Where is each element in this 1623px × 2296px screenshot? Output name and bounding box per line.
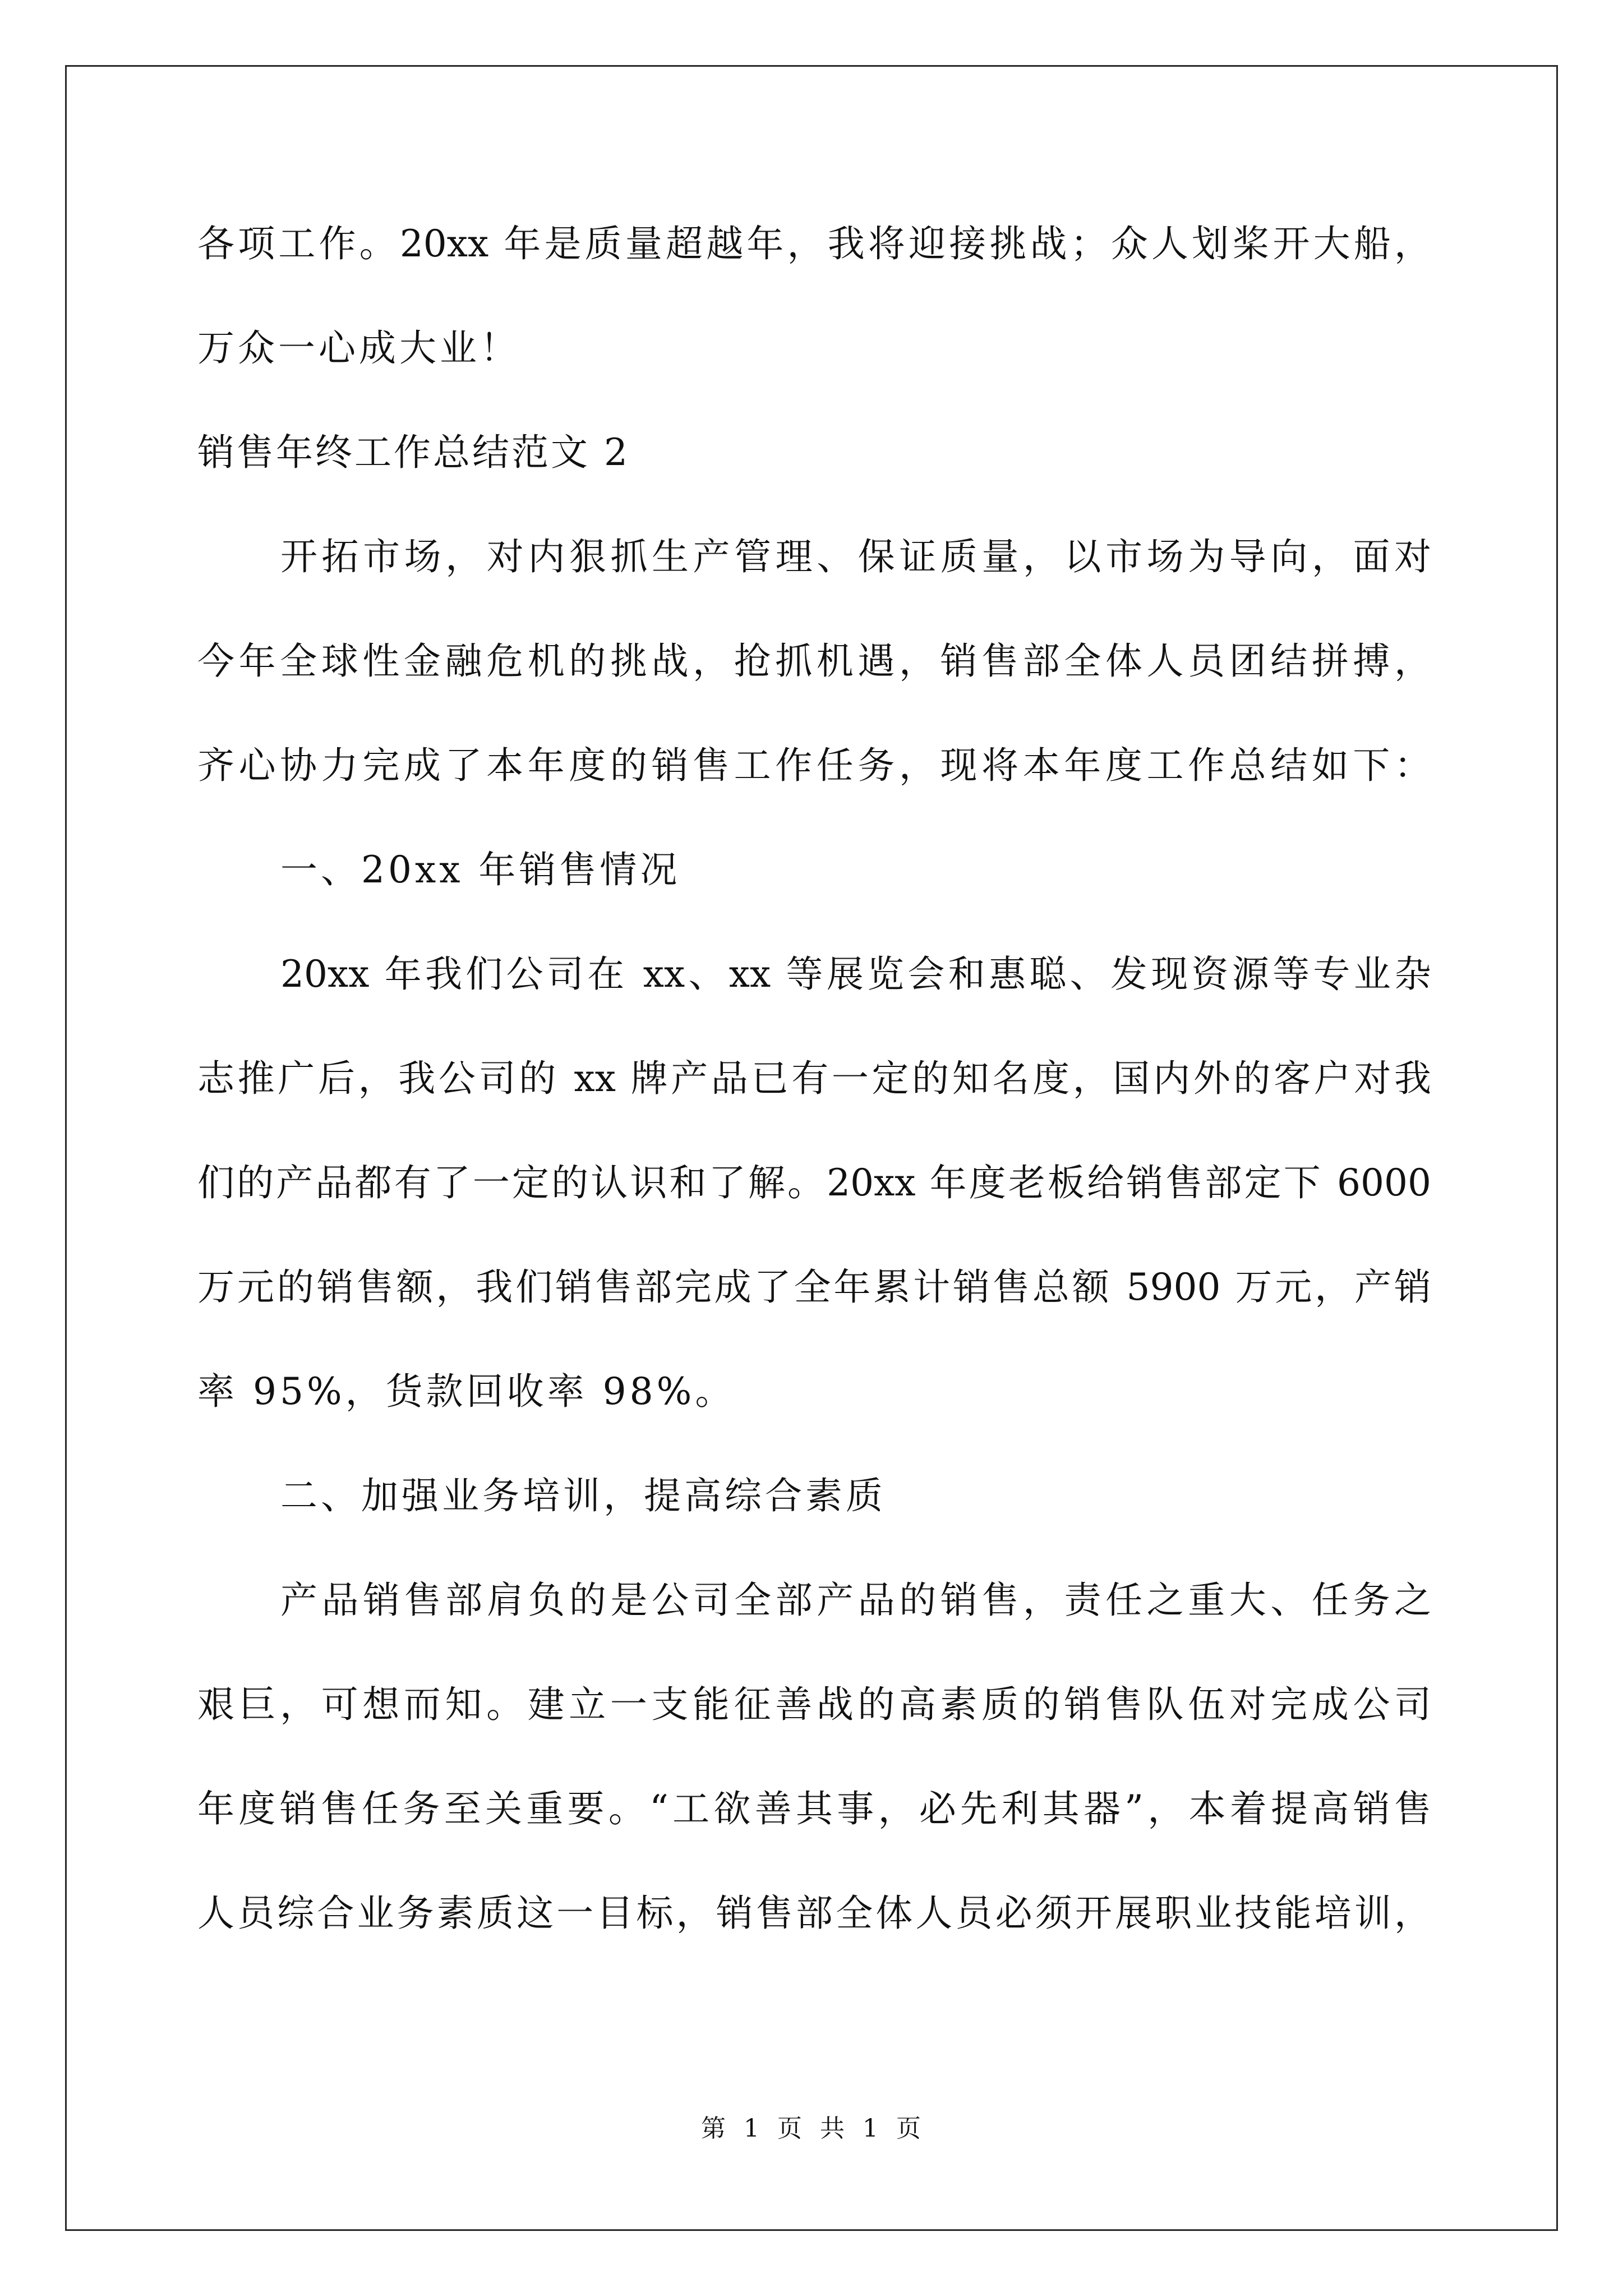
paragraph-line: 志推广后，我公司的 xx 牌产品已有一定的知名度，国内外的客户对我 [197,1057,1431,1100]
subheading: 二、加强业务培训，提高综合素质 [280,1474,886,1517]
paragraph-line: 齐心协力完成了本年度的销售工作任务，现将本年度工作总结如下： [197,744,1431,787]
paragraph-line: 艰巨，可想而知。建立一支能征善战的高素质的销售队伍对完成公司 [197,1683,1431,1726]
paragraph-line: 万众一心成大业！ [197,326,520,370]
paragraph-line: 们的产品都有了一定的认识和了解。20xx 年度老板给销售部定下 6000 [197,1161,1431,1204]
paragraph-line: 年度销售任务至关重要。“工欲善其事，必先利其器”，本着提高销售 [197,1787,1431,1830]
section-title: 销售年终工作总结范文 2 [197,431,630,474]
paragraph-line: 人员综合业务素质这一目标，销售部全体人员必须开展职业技能培训， [197,1892,1431,1935]
paragraph-line: 开拓市场，对内狠抓生产管理、保证质量，以市场为导向，面对 [280,535,1431,578]
paragraph-line: 万元的销售额，我们销售部完成了全年累计销售总额 5900 万元，产销 [197,1266,1431,1309]
page-footer: 第 1 页 共 1 页 [701,2114,922,2143]
paragraph-line: 率 95%，货款回收率 98%。 [197,1370,736,1413]
subheading: 一、20xx 年销售情况 [280,848,681,891]
paragraph-line: 20xx 年我们公司在 xx、xx 等展览会和惠聪、发现资源等专业杂 [280,953,1431,996]
paragraph-line: 各项工作。20xx 年是质量超越年，我将迎接挑战；众人划桨开大船， [197,222,1431,265]
paragraph-line: 产品销售部肩负的是公司全部产品的销售，责任之重大、任务之 [280,1579,1431,1622]
paragraph-line: 今年全球性金融危机的挑战，抢抓机遇，销售部全体人员团结拼搏， [197,639,1431,683]
